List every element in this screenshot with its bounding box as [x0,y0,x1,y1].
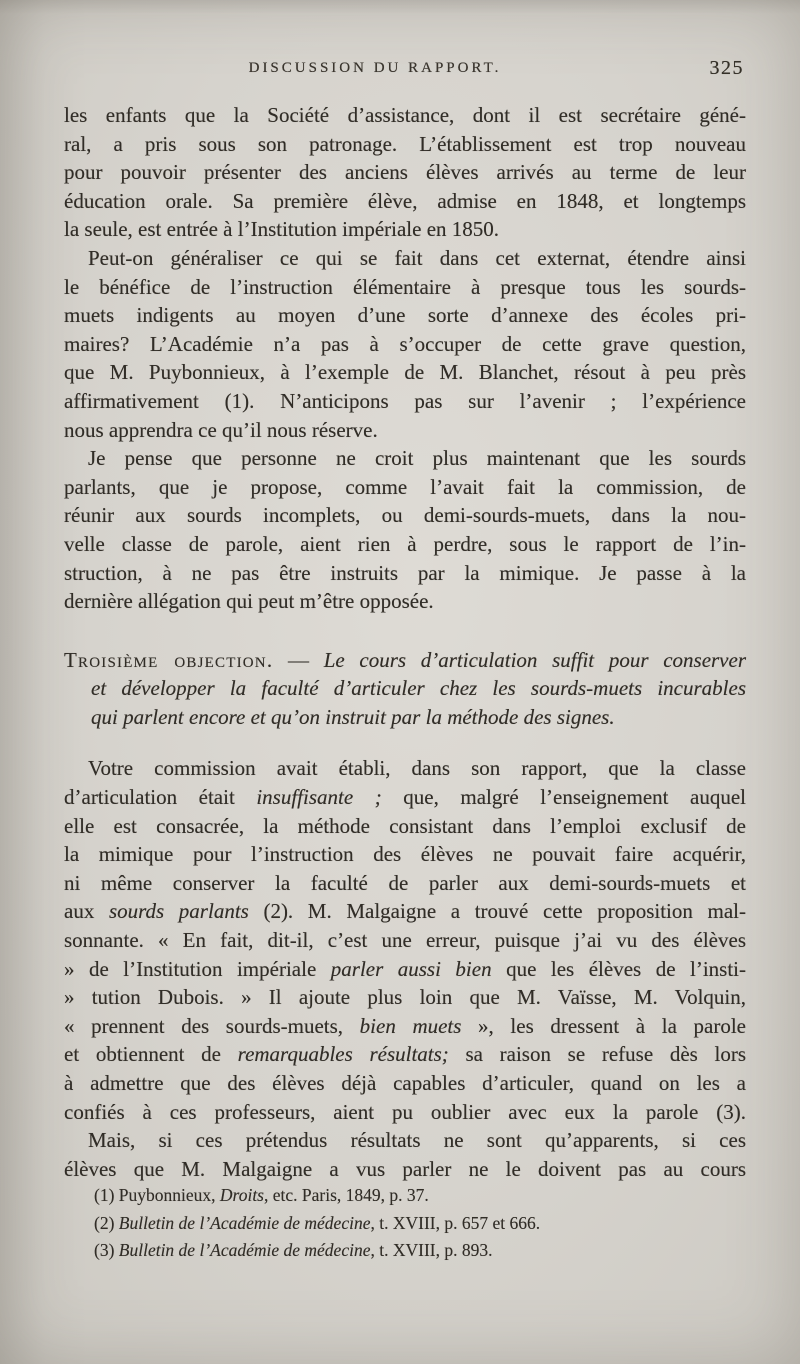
text-run: muets indigents au moyen d’une sorte d’annexe des écoles pri- [64,303,746,328]
text-run: » de l’Institution impériale [64,956,331,981]
text-run: pour pouvoir présenter des anciens élèves arrivés au terme de leur [64,160,746,185]
paragraph [64,1126,746,1183]
text-run: affirmativement (1). N’anticipons pas sur l’avenir ; l’expérience [64,388,746,413]
text-line [64,301,746,330]
text-run: maires? L’Académie n’a pas à s’occuper de cette grave question, [64,331,746,356]
italic-run: remarquables résultats; [237,1042,449,1067]
text-line [64,1012,746,1041]
text-run: sonnante. « En fait, dit-il, c’est une erreur, puisque j’ai vu des élèves [64,928,746,953]
text-line [64,955,746,984]
text-line [64,1098,746,1127]
text-line [64,273,746,302]
italic-run: bien muets [359,1013,462,1038]
text-run: velle classe de parole, aient rien à perdre, sous le rapport de l’in- [64,531,746,556]
italic-run: et développer la faculté d’articuler chez les sourds-muets incurables [91,676,746,701]
text-run: d’articulation était [64,785,257,810]
text-run: » tution Dubois. » Il ajoute plus loin que M. Vaïsse, M. Volquin, [64,985,746,1010]
text-run: Mais, si ces prétendus résultats ne sont qu’apparents, si ces [88,1128,746,1153]
text-run: les enfants que la Société d’assistance, dont il est secrétaire géné- [64,103,746,127]
text-run: Peut-on généraliser ce qui se fait dans cet externat, étendre ainsi [88,245,746,270]
italic-run: Le cours d’articulation suffit pour conserver [323,647,747,672]
text-run: éducation orale. Sa première élève, admise en 1848, et longtemps [64,188,746,213]
text-run: aux [64,899,109,924]
text-run: que, malgré l’enseignement auquel [381,785,746,810]
text-line [64,812,746,841]
text-run: à admettre que des élèves déjà capables d’articuler, quand on les a [64,1071,746,1095]
text-line [64,897,746,926]
text-line [64,983,746,1012]
text-line [64,926,746,955]
text-line [64,215,746,244]
text-run: que les élèves de l’insti- [491,956,747,981]
page-number: 325 [709,57,744,79]
text-line [64,1126,746,1155]
paragraph [64,754,746,1126]
text-run: », les dressent à la parole [461,1013,746,1038]
text-block [64,101,746,1183]
paragraph [64,444,746,616]
italic-run: Bulletin de l’Académie de médecine [118,1212,371,1233]
text-run: , t. XVIII, p. 893. [370,1240,493,1260]
text-line [64,501,746,530]
italic-run: insuffisante ; [256,785,382,810]
text-line [64,869,746,898]
paragraph [64,244,746,444]
paragraph [64,101,746,244]
text-line [64,187,746,216]
text-run: « prennent des sourds-muets, [64,1013,360,1038]
text-run: Votre commission avait établi, dans son rapport, que la classe [88,756,746,781]
text-run: la seule, est entrée à l’Institution impériale en 1850. [64,217,500,242]
text-line [64,783,746,812]
italic-run: parler aussi bien [330,956,492,981]
text-line [64,530,746,559]
text-run: que M. Puybonnieux, à l’exemple de M. Blanchet, résout à peu près [64,360,746,385]
text-run: dernière allégation qui peut m’être opposée. [64,589,434,614]
running-title: DISCUSSION DU RAPPORT. [248,60,502,76]
text-run: , etc. Paris, 1849, p. 37. [264,1185,429,1205]
text-line [64,1069,746,1098]
text-line [64,674,746,703]
text-run: ral, a pris sous son patronage. L’établissement est trop nouveau [64,131,746,156]
text-line [64,703,746,732]
text-line [64,473,746,502]
italic-run: qui parlent encore et qu’on instruit par la méthode des signes. [91,704,615,729]
text-line [64,330,746,359]
text-line [64,754,746,783]
text-line [64,130,746,159]
text-line [64,244,746,273]
text-line [64,358,746,387]
text-line [64,646,746,675]
footnote [64,1210,746,1238]
text-line [64,101,746,130]
text-run: sa raison se refuse dès lors [448,1042,746,1067]
text-run: parlants, que je propose, comme l’avait fait la commission, de [64,474,746,499]
text-line [64,1155,746,1184]
text-run: (1) Puybonnieux, [94,1185,220,1205]
footnote [64,1237,746,1265]
smallcaps-run: Troisième objection. [64,647,274,672]
page-header [64,57,746,90]
text-line [64,158,746,187]
objection-heading [64,646,746,732]
text-run: elle est consacrée, la méthode consistant dans l’emploi exclusif de [64,813,746,838]
footnote [64,1182,746,1210]
text-line [64,559,746,588]
text-run: Je pense que personne ne croit plus maintenant que les sourds [88,446,746,471]
text-run: confiés à ces professeurs, aient pu oublier avec eux la parole (3). [64,1099,746,1124]
text-run: struction, à ne pas être instruits par la mimique. Je passe à la [64,560,746,585]
text-run: (2) [94,1212,119,1233]
italic-run: Bulletin de l’Académie de médecine [118,1240,371,1260]
text-run: — [273,647,324,672]
text-line [64,387,746,416]
text-run: le bénéfice de l’instruction élémentaire à presque tous les sourds- [64,274,746,299]
text-run: (2). M. Malgaigne a trouvé cette proposition mal- [248,899,746,924]
text-run: ni même conserver la faculté de parler aux demi-sourds-muets et [64,870,746,895]
text-run: élèves que M. Malgaigne a vus parler ne le doivent pas au cours [64,1156,746,1181]
text-run: nous apprendra ce qu’il nous réserve. [64,417,378,442]
footnotes [64,1182,746,1265]
italic-run: sourds parlants [108,899,249,924]
text-run: (3) [94,1240,119,1260]
text-run: et obtiennent de [64,1042,238,1067]
text-line [64,587,746,616]
text-line [64,840,746,869]
text-line [64,416,746,445]
text-line [64,1040,746,1069]
text-run: réunir aux sourds incomplets, ou demi-sourds-muets, dans la nou- [64,503,746,528]
text-run: la mimique pour l’instruction des élèves ne pouvait faire acquérir, [64,842,746,867]
text-run: , t. XVIII, p. 657 et 666. [370,1212,541,1233]
text-line [64,444,746,473]
italic-run: Droits [219,1185,264,1205]
